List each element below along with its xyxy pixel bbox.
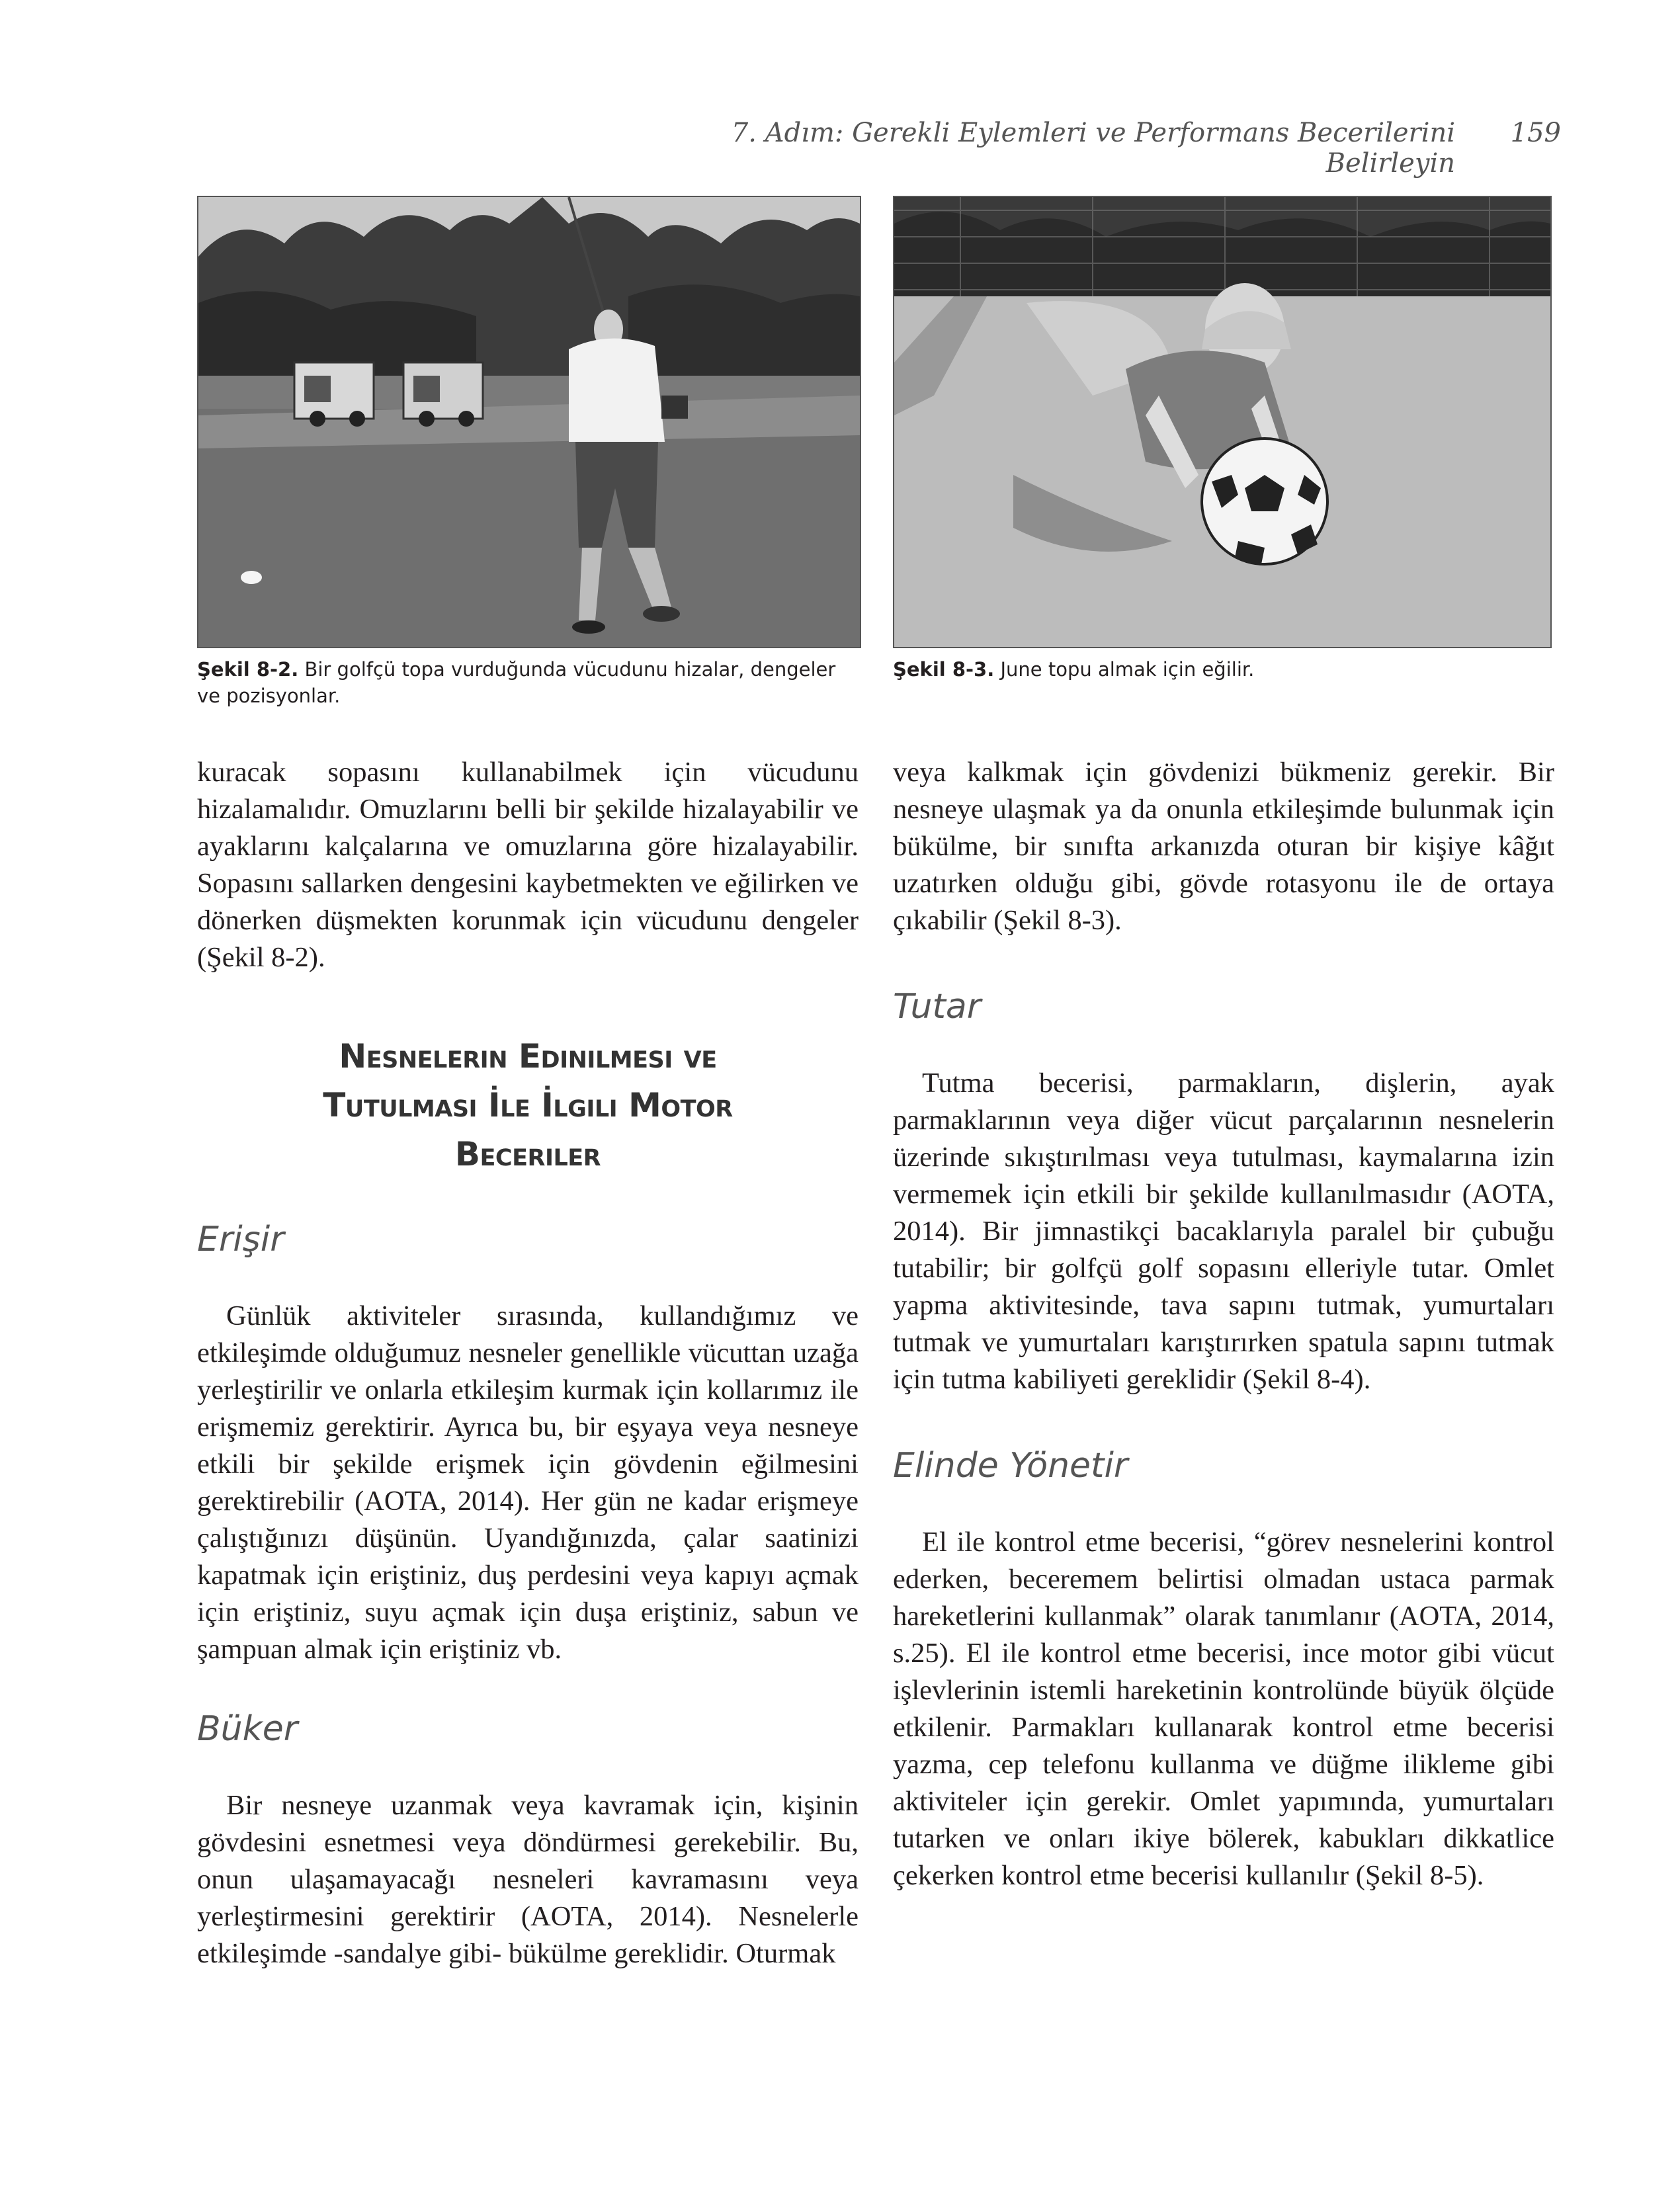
section-heading-elinde-yonetir: Elinde Yönetir xyxy=(893,1446,1128,1486)
section-paragraph-elinde-yonetir: El ile kontrol etme becerisi, “görev nesnelerini kontrol ederken, beceremem belirtisi olmadan ustaca parmak hareketlerini kullanmak” olarak tanımlanır (AOTA, 2014, s.25). El ile kontrol etme becerisi, ince motor gibi vücut işlevlerinin istemli hareketinin kontrolünde büyük ölçüde etkilenir. Parmakları kullanarak kontrol etme becerisi yazma, cep telefonu kullanma ve düğme ilikleme gibi aktiviteler için gerekir. Omlet yapımında, yumurtaları tutarken ve onları ikiye bölerek, kabukları dikkatlice çekerken kontrol etme becerisi kullanılır (Şekil 8-5). xyxy=(893,1527,1554,1891)
chapter-heading-line-3: Beceriler xyxy=(454,1135,601,1173)
section-heading-tutar: Tutar xyxy=(893,987,982,1027)
section-paragraph-tutar: Tutma becerisi, parmakların, dişlerin, ayak parmaklarının veya diğer vücut parçalarının nesnelerin üzerinde sıkıştırılması veya tutulması, kaymalarına izin vermemek için etkili bir şekilde kullanılmasıdır (AOTA, 2014). Bir jimnastikçi bacaklarıyla paralel bir çubuğu tutabilir; bir golfçü golf sopasını elleriyle tutar. Omlet yapma aktivitesinde, tava sapını tutmak, yumurtaları tutmak ve yumurtaları karıştırırken spatula sapını tutmak için tutma kabiliyeti gereklidir (Şekil 8-4). xyxy=(893,1068,1554,1395)
left-intro-paragraph: kuracak sopasını kullanabilmek için vücudunu hizalamalıdır. Omuzlarını belli bir şekilde hizalayabilir ve ayaklarını kalçalarına ve omuzlarına göre hizalayabilir. Sopasını sallarken dengesini kaybetmekten ve eğilirken ve dönerken düşmekten korunmak için vücudunu dengeler (Şekil 8-2). xyxy=(197,757,859,973)
section-heading-buker: Büker xyxy=(197,1709,298,1749)
left-column xyxy=(197,754,859,1972)
chapter-heading-line-1: Nesnelerin Edinilmesi ve xyxy=(339,1037,717,1075)
figure-caption-text-8-2: Bir golfçü topa vurduğunda vücudunu hizalar, dengeler ve pozisyonlar. xyxy=(197,658,836,707)
chapter-heading-line-2: Tutulması İle İlgili Motor xyxy=(323,1086,733,1124)
figure-child-ball-photo xyxy=(893,196,1552,648)
golfer-photo-illustration xyxy=(198,197,860,647)
section-paragraph-buker: Bir nesneye uzanmak veya kavramak için, kişinin gövdesini esnetmesi veya döndürmesi gerekebilir. Bu, onun ulaşamayacağı nesneleri kavramasını veya yerleştirmesini gerektirir (AOTA, 2014). Nesnelerle etkileşimde -sandalye gibi- bükülme gereklidir. Oturmak xyxy=(197,1790,859,1969)
right-intro-paragraph: veya kalkmak için gövdenizi bükmeniz gerekir. Bir nesneye ulaşmak ya da onunla etkileşimde bulunmak için bükülme, bir sınıfta arkanızda oturan bir kişiye kâğıt uzatırken olduğu gibi, gövde rotasyonu ile de ortaya çıkabilir (Şekil 8-3). xyxy=(893,757,1554,936)
section-paragraph-erisir: Günlük aktiviteler sırasında, kullandığımız ve etkileşimde olduğumuz nesneler genellikle vücuttan uzağa yerleştirilir ve onlarla etkileşim kurmak için kollarımız ile erişmemiz gerektirir. Ayrıca bu, bir eşyaya veya nesneye etkili bir şekilde erişmek için gövdenin eğilmesini gerektirebilir (AOTA, 2014). Her gün ne kadar erişmeye çalıştığınızı düşünün. Uyandığınızda, çalar saatinizi kapatmak için eriştiniz, duş perdesini veya kapıyı açmak için eriştiniz, suyu açmak için duşa eriştiniz, sabun ve şampuan almak için eriştiniz vb. xyxy=(197,1300,859,1665)
chapter-heading xyxy=(197,1032,859,1179)
figure-caption-text-8-3: June topu almak için eğilir. xyxy=(1000,658,1255,681)
running-title: 7. Adım: Gerekli Eylemleri ve Performans Becerilerini Belirleyin xyxy=(731,118,1455,179)
child-ball-photo-illustration xyxy=(894,197,1550,647)
figure-caption-8-2 xyxy=(197,656,852,709)
figure-label-8-3: Şekil 8-3. xyxy=(893,658,995,681)
page-number: 159 xyxy=(1510,118,1561,148)
right-column xyxy=(893,754,1554,1894)
figure-label-8-2: Şekil 8-2. xyxy=(197,658,299,681)
figure-caption-8-3 xyxy=(893,656,1548,683)
figure-golfer-photo xyxy=(197,196,861,648)
section-heading-erisir: Erişir xyxy=(197,1220,284,1259)
